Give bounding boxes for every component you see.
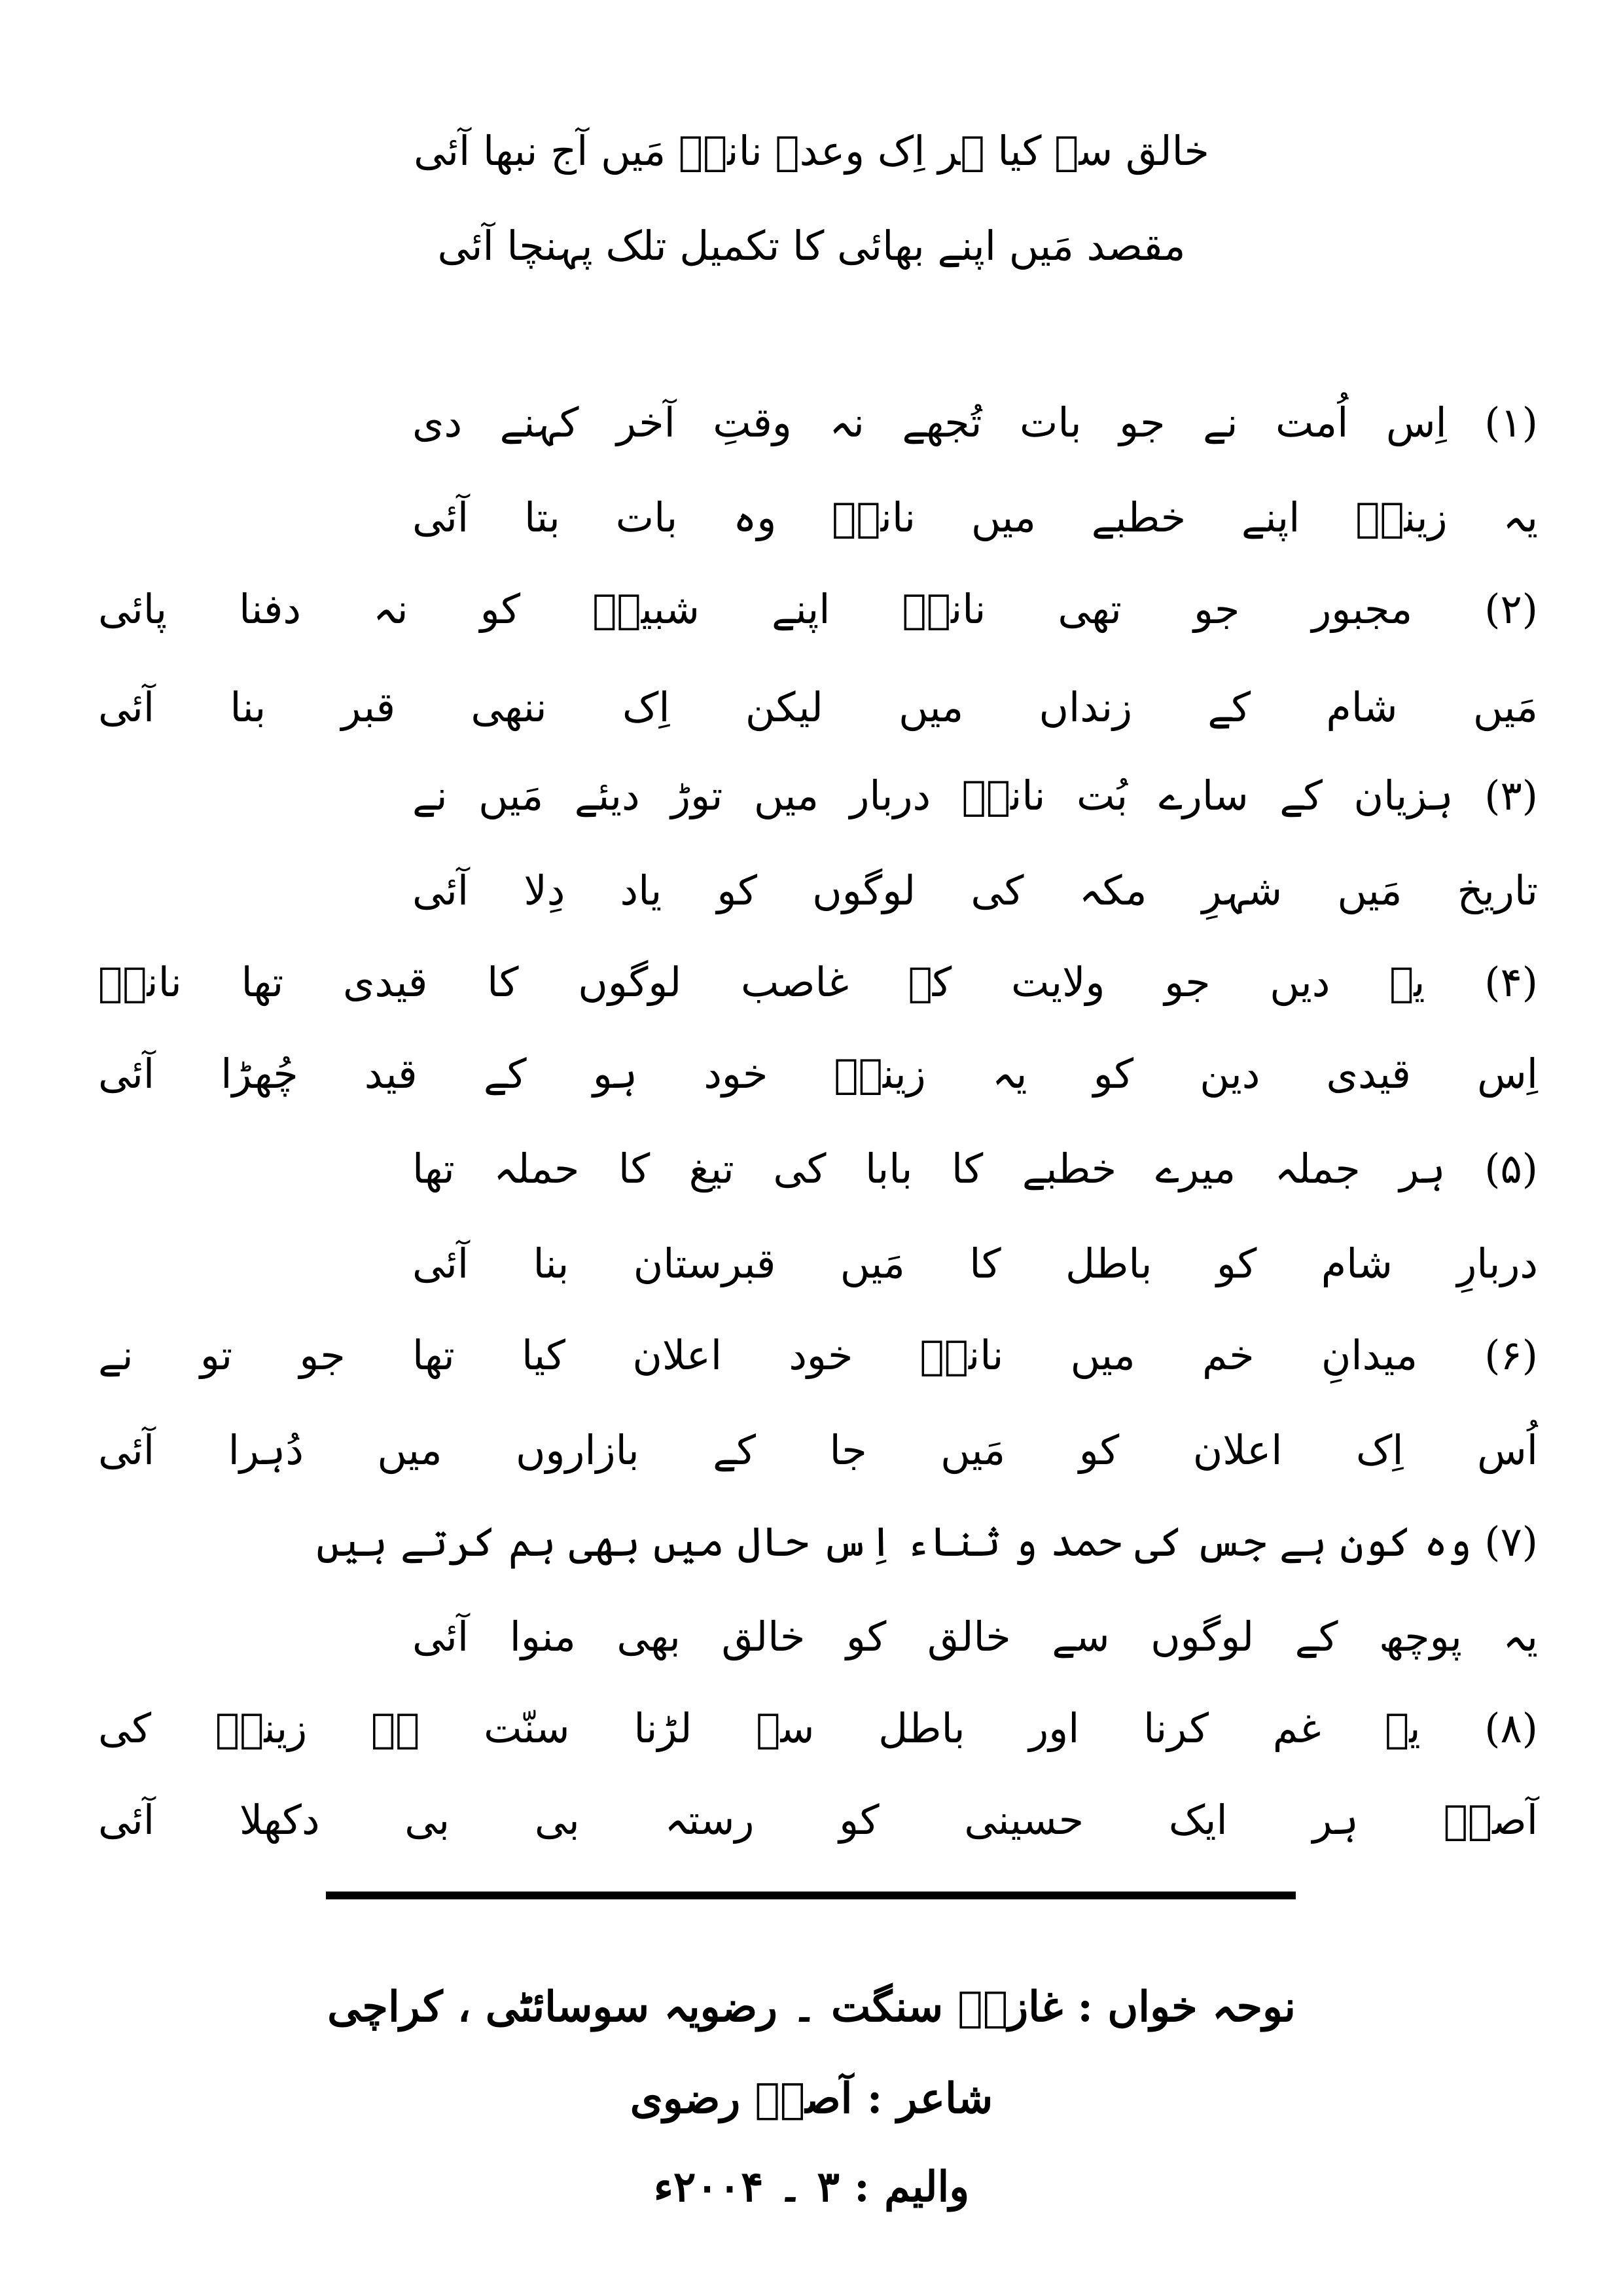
stanza-6-line-1: (۶) میدانِ خم میں ناناؐ خود اعلان کیا تھا جو تو نے	[98, 1331, 1538, 1379]
volume-credit: والیم : ۳ ۔ ۲۰۰۴ء	[653, 2162, 970, 2212]
stanza-4-line-2: اِس قیدی دین کو یہ زینبؑ خود ہو کے قید چُھڑا آئی	[98, 1050, 1538, 1098]
intro-line-1: خالق سے کیا ہر اِک وعدہ ناناؐ مَیں آج نبھا آئی	[414, 127, 1209, 175]
stanza-2-line-1: (۲) مجبور جو تھی ناناؐ اپنے شبیرؑ کو نہ دفنا پائی	[98, 585, 1538, 633]
stanza-1-line-2: یہ زینبؑ اپنے خطبے میں ناناؐ وہ بات بتا آئی	[412, 493, 1538, 541]
stanza-4-line-1: (۴) یہ دیں جو ولایت کے غاصب لوگوں کا قیدی تھا ناناؐ	[98, 958, 1538, 1006]
stanza-3-line-2: تاریخ مَیں شہرِ مکہ کی لوگوں کو یاد دِلا آئی	[412, 867, 1539, 914]
stanza-5-line-1: (۵) ہر جملہ میرے خطبے کا بابا کی تیغ کا حملہ تھا	[412, 1145, 1538, 1193]
stanza-3-line-1: (۳) ہزیان کے سارے بُت ناناؐ دربار میں توڑ دیئے مَیں نے	[412, 772, 1538, 819]
stanza-7-line-2: یہ پوچھ کے لوگوں سے خالق کو خالق بھی منوا آئی	[412, 1613, 1538, 1660]
reciter-credit: نوحہ خواں : غازیؑ سنگت ۔ رضویہ سوسائٹی ، کراچی	[327, 1982, 1296, 2032]
stanza-8-line-1: (۸) یہ غم کرنا اور باطل سے لڑنا سنّت ہے زینبؑ کی	[98, 1704, 1538, 1752]
stanza-6-line-2: اُس اِک اعلان کو مَیں جا کے بازاروں میں دُہرا آئی	[98, 1426, 1538, 1474]
footer-divider	[326, 1892, 1296, 1899]
stanza-2-line-2: مَیں شام کے زنداں میں لیکن اِک ننھی قبر بنا آئی	[98, 683, 1538, 731]
intro-line-2: مقصد مَیں اپنے بھائی کا تکمیل تلک پہنچا آئی	[437, 222, 1186, 270]
stanza-7-line-1: (۷) وہ کون ہے جس کی حمد و ثناء اِس حال میں بھی ہم کرتے ہیں	[316, 1518, 1538, 1566]
stanza-5-line-2: دربارِ شام کو باطل کا مَیں قبرستان بنا آئی	[412, 1240, 1538, 1287]
stanza-8-line-2: آصفؔ ہر ایک حسینی کو رستہ بی بی دکھلا آئی	[98, 1796, 1538, 1844]
poet-credit: شاعر : آصفؔ رضوی	[630, 2074, 993, 2123]
stanza-1-line-1: (۱) اِس اُمت نے جو بات تُجھے نہ وقتِ آخر کہنے دی	[412, 399, 1538, 446]
